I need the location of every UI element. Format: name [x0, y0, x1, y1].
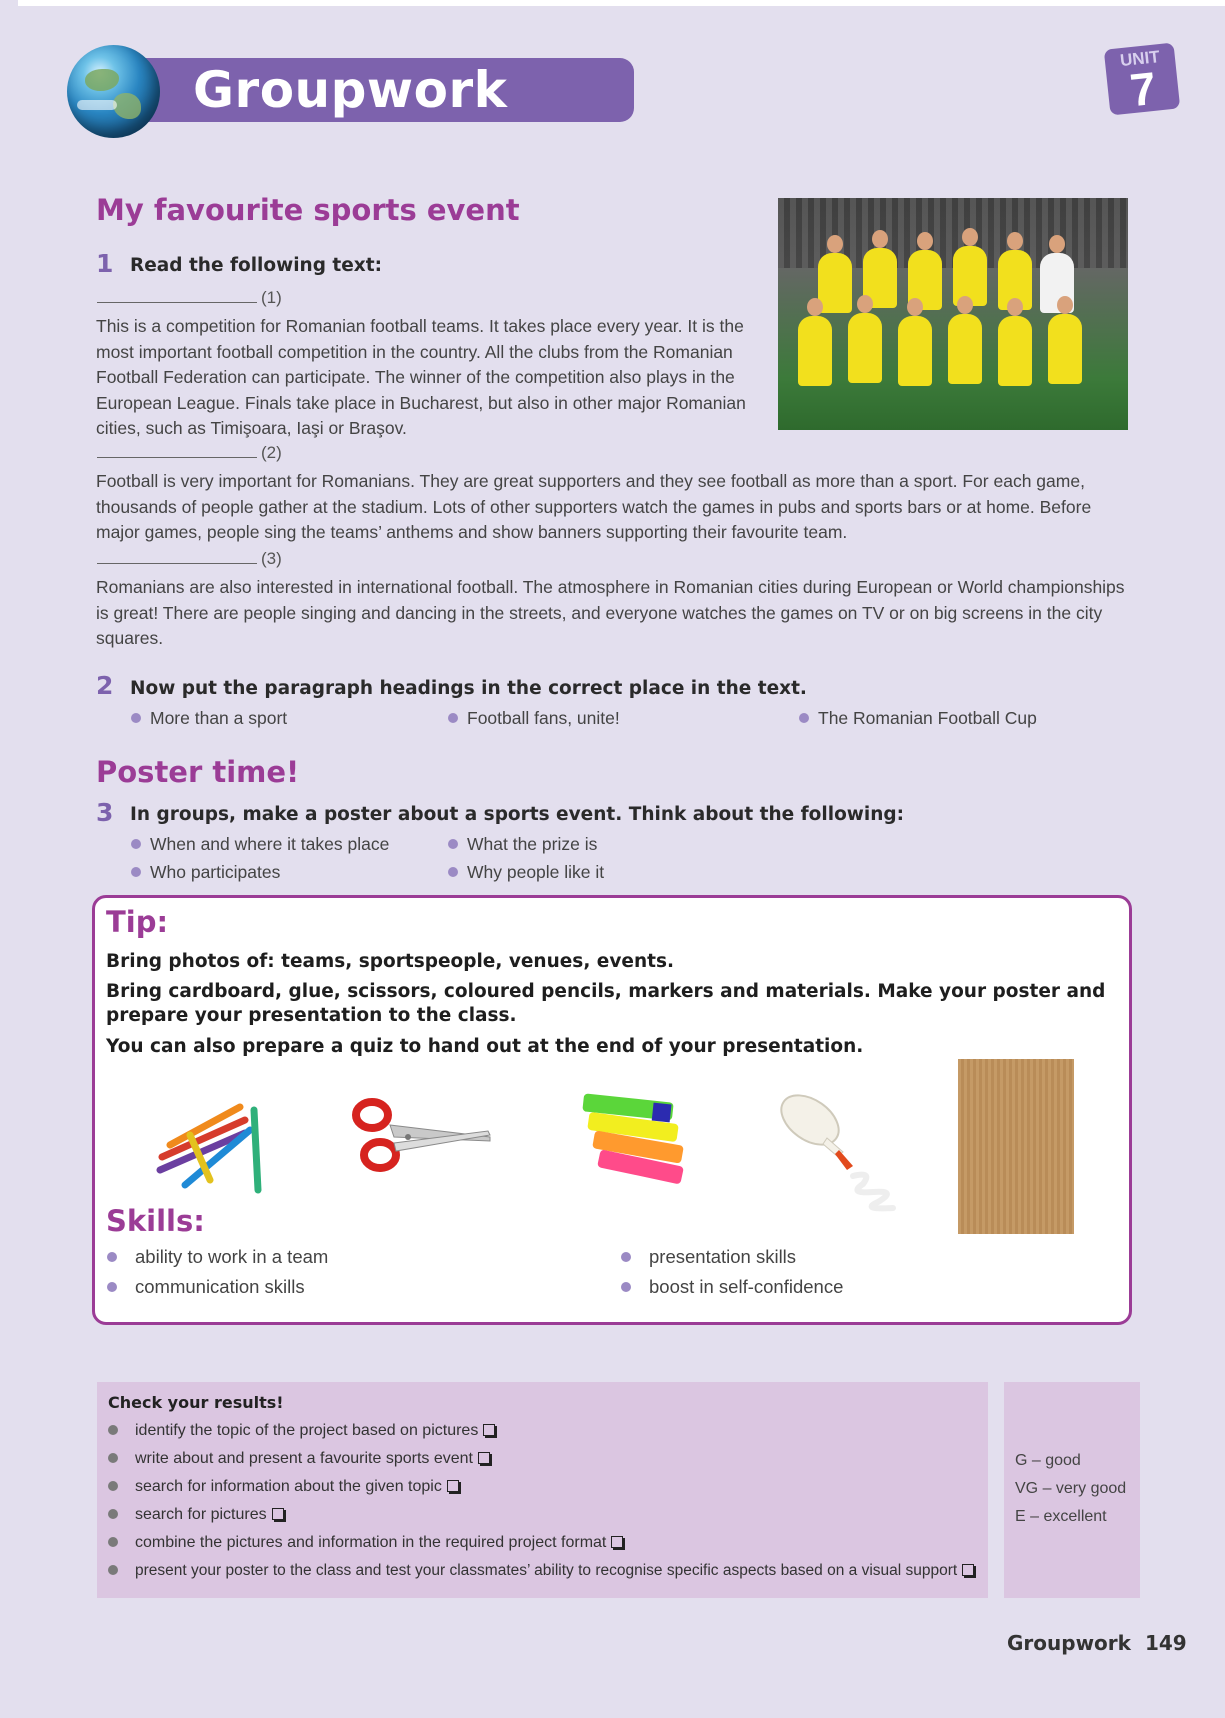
checklist-item: identify the topic of the project based on pictures — [108, 1422, 495, 1440]
checkbox[interactable] — [478, 1452, 490, 1464]
exercise-3-instruction: In groups, make a poster about a sports event. Think about the following: — [130, 804, 905, 825]
legend-good: G – good — [1015, 1452, 1081, 1469]
checklist-item: search for pictures — [108, 1506, 284, 1524]
unit-label: UNIT — [1119, 47, 1161, 71]
exercise-1-instruction: Read the following text: — [130, 255, 382, 276]
list-item: Why people like it — [448, 862, 604, 883]
gap-label: (3) — [261, 549, 282, 568]
cardboard-icon — [958, 1059, 1074, 1234]
list-item: boost in self-confidence — [621, 1276, 843, 1298]
tip-line: You can also prepare a quiz to hand out at the end of your presentation. — [106, 1036, 864, 1057]
list-item: communication skills — [107, 1276, 305, 1298]
legend-excellent: E – excellent — [1015, 1508, 1107, 1525]
exercise-number-3: 3 — [96, 798, 114, 827]
section-heading-sports-event: My favourite sports event — [96, 193, 520, 227]
scissors-icon — [350, 1095, 495, 1175]
page-footer — [1007, 1631, 1187, 1655]
list-item: Who participates — [131, 862, 280, 883]
checkbox[interactable] — [611, 1536, 623, 1548]
paragraph-1: This is a competition for Romanian football teams. It takes place every year. It is the most important football competition in the country. All the clubs from the Romanian Football Federation can participate. The winner of the competition also plays in the European League. Finals take place in Bucharest, but also in other major Romanian cities, such as Timişoara, Iaşi or Braşov. — [96, 316, 746, 438]
page-number: 149 — [1144, 1631, 1187, 1655]
crayons-icon — [150, 1095, 270, 1195]
exercise-number-1: 1 — [96, 249, 114, 278]
globe-icon — [67, 45, 160, 138]
checkbox[interactable] — [272, 1508, 284, 1520]
paragraph-2: Football is very important for Romanians. They are great supporters and they see football as more than a sport. For each game, thousands of people gather at the stadium. Lots of other supporters watch the games in pubs and sports bars or at home. Before major games, people sing the teams’ anthems and show banners supporting their favourite team. — [96, 471, 1092, 542]
heading-gap-2 — [97, 443, 282, 463]
top-strip — [18, 0, 1225, 6]
gap-label: (1) — [261, 288, 282, 307]
team-photo — [778, 198, 1128, 430]
exercise-2-instruction: Now put the paragraph headings in the correct place in the text. — [130, 678, 807, 699]
list-item: When and where it takes place — [131, 834, 389, 855]
heading-gap-1 — [97, 288, 282, 308]
check-results-title: Check your results! — [108, 1393, 284, 1412]
checklist-item: write about and present a favourite sports event — [108, 1450, 490, 1468]
list-item: Football fans, unite! — [448, 708, 620, 729]
gap-label: (2) — [261, 443, 282, 462]
checkbox[interactable] — [483, 1424, 495, 1436]
list-item: More than a sport — [131, 708, 287, 729]
tip-line: Bring cardboard, glue, scissors, coloured pencils, markers and materials. Make your poster and prepare your presentation to the class. — [106, 981, 1106, 1026]
legend-very-good: VG – very good — [1015, 1480, 1127, 1497]
paragraph-3: Romanians are also interested in international football. The atmosphere in Romanian cities during European or World championships is great! There are people singing and dancing in the streets, and everyone watches the games on TV or on big screens in the city squares. — [96, 577, 1125, 648]
markers-icon — [553, 1090, 693, 1190]
unit-badge — [1104, 43, 1181, 116]
list-item: The Romanian Football Cup — [799, 708, 1037, 729]
checkbox[interactable] — [447, 1480, 459, 1492]
checklist-item: search for information about the given topic — [108, 1478, 459, 1496]
glue-icon — [765, 1090, 905, 1215]
page-title: Groupwork — [193, 61, 508, 119]
section-heading-poster-time: Poster time! — [96, 755, 300, 789]
checklist-item: combine the pictures and information in the required project format — [108, 1534, 623, 1552]
footer-label: Groupwork — [1007, 1631, 1131, 1655]
skills-title: Skills: — [106, 1204, 205, 1238]
unit-number: 7 — [1127, 61, 1159, 117]
checkbox[interactable] — [962, 1564, 974, 1576]
list-item: ability to work in a team — [107, 1246, 328, 1268]
tip-title: Tip: — [106, 905, 169, 939]
heading-gap-3 — [97, 549, 282, 569]
list-item: presentation skills — [621, 1246, 796, 1268]
exercise-number-2: 2 — [96, 671, 114, 700]
list-item: What the prize is — [448, 834, 597, 855]
checklist-item: present your poster to the class and test your classmates’ ability to recognise specific aspects based on a visual support — [108, 1562, 974, 1580]
tip-line: Bring photos of: teams, sportspeople, venues, events. — [106, 951, 674, 972]
